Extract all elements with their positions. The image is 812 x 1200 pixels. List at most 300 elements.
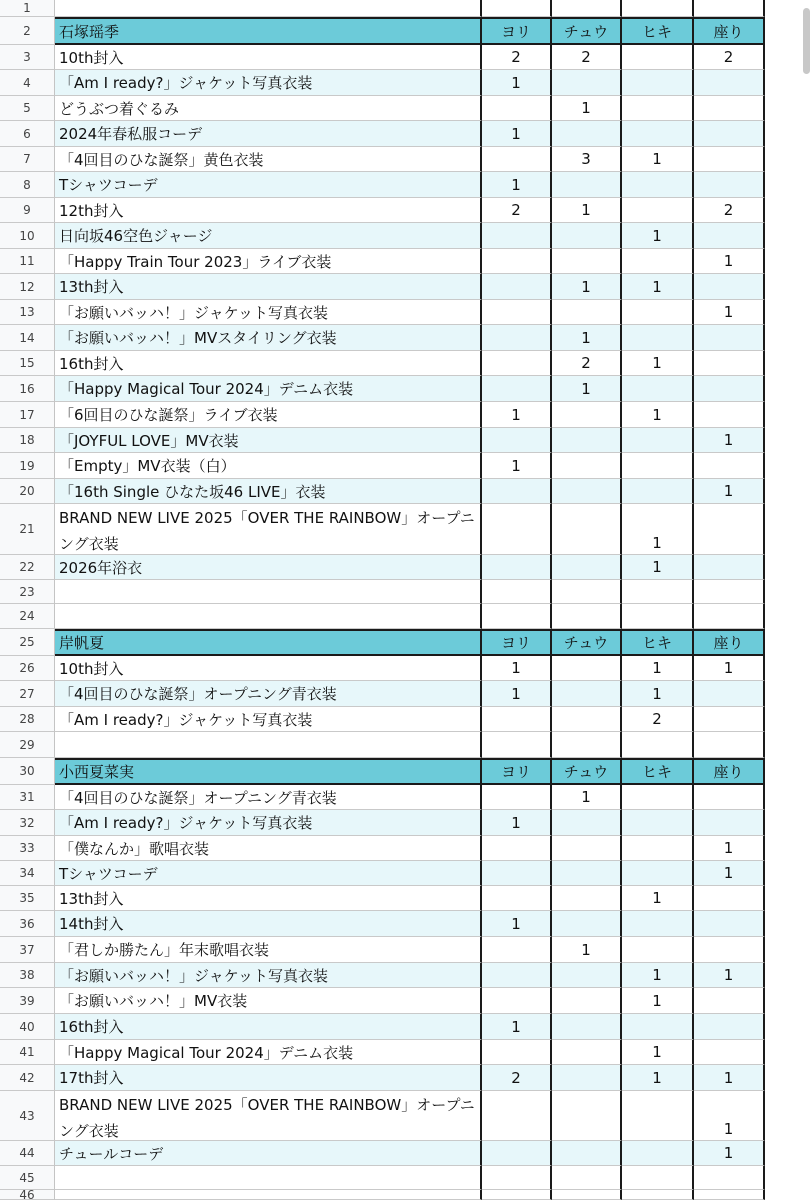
count-cell-e[interactable] (694, 325, 765, 351)
count-cell-c[interactable] (552, 223, 622, 249)
count-cell-e[interactable] (694, 402, 765, 428)
row-number[interactable]: 9 (0, 198, 55, 223)
row-number[interactable]: 19 (0, 453, 55, 479)
count-cell-d[interactable] (622, 785, 694, 810)
item-name-cell[interactable]: 2026年浴衣 (55, 555, 482, 580)
count-cell-b[interactable] (482, 1141, 552, 1166)
count-cell-c[interactable]: 1 (552, 198, 622, 223)
count-cell-b[interactable]: 2 (482, 198, 552, 223)
item-name-cell[interactable]: Tシャツコーデ (55, 172, 482, 198)
row-number[interactable]: 2 (0, 17, 55, 45)
count-cell-e[interactable] (694, 732, 765, 758)
count-cell-c[interactable] (552, 681, 622, 707)
count-cell-e[interactable] (694, 274, 765, 300)
item-name-cell[interactable] (55, 580, 482, 604)
count-cell-b[interactable]: 2 (482, 45, 552, 70)
count-cell-b[interactable] (482, 428, 552, 453)
count-cell-c[interactable]: 1 (552, 937, 622, 963)
row-number[interactable]: 12 (0, 274, 55, 300)
row-number[interactable]: 28 (0, 707, 55, 732)
count-cell-d[interactable] (622, 45, 694, 70)
count-cell-b[interactable] (482, 223, 552, 249)
count-cell-d[interactable] (622, 172, 694, 198)
count-cell-e[interactable] (694, 886, 765, 911)
item-name-cell[interactable]: 「Happy Train Tour 2023」ライブ衣装 (55, 249, 482, 274)
row-number[interactable]: 10 (0, 223, 55, 249)
count-cell-e[interactable] (694, 681, 765, 707)
count-cell-e[interactable]: 座り (694, 17, 765, 45)
count-cell-e[interactable]: 1 (694, 656, 765, 681)
count-cell-d[interactable]: ヒキ (622, 629, 694, 656)
count-cell-c[interactable] (552, 604, 622, 629)
count-cell-b[interactable] (482, 1040, 552, 1065)
count-cell-c[interactable] (552, 555, 622, 580)
count-cell-d[interactable]: 1 (622, 656, 694, 681)
count-cell-d[interactable] (622, 0, 694, 17)
count-cell-d[interactable] (622, 70, 694, 96)
count-cell-c[interactable]: 3 (552, 147, 622, 172)
count-cell-c[interactable] (552, 1141, 622, 1166)
count-cell-d[interactable]: 1 (622, 681, 694, 707)
item-name-cell[interactable]: BRAND NEW LIVE 2025「OVER THE RAINBOW」オープニング衣装 (55, 1091, 482, 1141)
count-cell-e[interactable]: 1 (694, 1141, 765, 1166)
row-number[interactable]: 3 (0, 45, 55, 70)
count-cell-b[interactable] (482, 96, 552, 121)
item-name-cell[interactable]: 10th封入 (55, 656, 482, 681)
item-name-cell[interactable]: 「4回目のひな誕祭」オープニング青衣装 (55, 785, 482, 810)
row-number[interactable]: 15 (0, 351, 55, 376)
count-cell-d[interactable]: 1 (622, 274, 694, 300)
count-cell-d[interactable]: 1 (622, 1065, 694, 1091)
count-cell-c[interactable] (552, 1166, 622, 1190)
count-cell-e[interactable] (694, 1040, 765, 1065)
row-number[interactable]: 39 (0, 988, 55, 1014)
count-cell-d[interactable]: ヒキ (622, 17, 694, 45)
count-cell-d[interactable] (622, 479, 694, 504)
count-cell-d[interactable] (622, 732, 694, 758)
table-row (0, 1040, 800, 1065)
count-cell-d[interactable]: 1 (622, 963, 694, 988)
item-name-cell[interactable] (55, 1166, 482, 1190)
count-cell-e[interactable] (694, 810, 765, 836)
count-cell-c[interactable] (552, 172, 622, 198)
count-cell-c[interactable]: 1 (552, 274, 622, 300)
count-cell-c[interactable]: 1 (552, 325, 622, 351)
count-cell-e[interactable] (694, 555, 765, 580)
count-cell-e[interactable] (694, 911, 765, 937)
row-number[interactable]: 1 (0, 0, 55, 17)
item-name-cell[interactable]: 16th封入 (55, 1014, 482, 1040)
count-cell-d[interactable]: 1 (622, 988, 694, 1014)
count-cell-e[interactable] (694, 147, 765, 172)
count-cell-c[interactable] (552, 836, 622, 861)
count-cell-c[interactable]: チュウ (552, 758, 622, 785)
count-cell-e[interactable] (694, 1166, 765, 1190)
count-cell-c[interactable] (552, 1091, 622, 1141)
count-cell-b[interactable] (482, 732, 552, 758)
count-cell-e[interactable] (694, 1190, 765, 1200)
row-number[interactable]: 37 (0, 937, 55, 963)
count-cell-b[interactable]: 2 (482, 1065, 552, 1091)
count-cell-c[interactable] (552, 580, 622, 604)
member-name-cell[interactable]: 岸帆夏 (55, 629, 482, 656)
count-cell-e[interactable]: 1 (694, 249, 765, 274)
count-cell-d[interactable] (622, 1166, 694, 1190)
row-number[interactable]: 22 (0, 555, 55, 580)
table-row (0, 1065, 800, 1091)
row-number[interactable]: 41 (0, 1040, 55, 1065)
row-number[interactable]: 27 (0, 681, 55, 707)
row-number[interactable]: 44 (0, 1141, 55, 1166)
count-cell-d[interactable] (622, 1190, 694, 1200)
item-name-cell[interactable]: 「お願いバッハ！」MV衣装 (55, 988, 482, 1014)
row-number[interactable]: 23 (0, 580, 55, 604)
count-cell-d[interactable] (622, 937, 694, 963)
row-number[interactable]: 6 (0, 121, 55, 147)
count-cell-b[interactable]: 1 (482, 656, 552, 681)
count-cell-c[interactable] (552, 300, 622, 325)
count-cell-b[interactable] (482, 785, 552, 810)
count-cell-c[interactable] (552, 988, 622, 1014)
count-cell-c[interactable] (552, 504, 622, 555)
count-cell-b[interactable]: 1 (482, 402, 552, 428)
row-number[interactable]: 7 (0, 147, 55, 172)
item-name-cell[interactable]: チュールコーデ (55, 1141, 482, 1166)
count-cell-c[interactable] (552, 1040, 622, 1065)
item-name-cell[interactable]: 「Am I ready?」ジャケット写真衣装 (55, 70, 482, 96)
count-cell-c[interactable] (552, 249, 622, 274)
count-cell-e[interactable]: 2 (694, 45, 765, 70)
count-cell-c[interactable] (552, 1190, 622, 1200)
count-cell-e[interactable] (694, 0, 765, 17)
row-number[interactable]: 32 (0, 810, 55, 836)
count-cell-e[interactable]: 1 (694, 300, 765, 325)
table-row (0, 1166, 800, 1190)
item-name-cell[interactable]: 「君しか勝たん」年末歌唱衣装 (55, 937, 482, 963)
table-row (0, 274, 800, 300)
count-cell-d[interactable] (622, 1091, 694, 1141)
count-cell-d[interactable]: 1 (622, 1040, 694, 1065)
count-cell-b[interactable] (482, 886, 552, 911)
item-name-cell[interactable] (55, 0, 482, 17)
row-number[interactable]: 43 (0, 1091, 55, 1141)
count-cell-b[interactable] (482, 1166, 552, 1190)
table-row (0, 402, 800, 428)
count-cell-b[interactable] (482, 861, 552, 886)
count-cell-e[interactable]: 1 (694, 861, 765, 886)
count-cell-b[interactable]: 1 (482, 121, 552, 147)
count-cell-d[interactable] (622, 428, 694, 453)
count-cell-b[interactable] (482, 0, 552, 17)
vertical-scrollbar-thumb[interactable] (803, 8, 810, 74)
count-cell-c[interactable] (552, 1014, 622, 1040)
item-name-cell[interactable]: 10th封入 (55, 45, 482, 70)
count-cell-c[interactable] (552, 732, 622, 758)
table-row (0, 604, 800, 629)
row-number[interactable]: 13 (0, 300, 55, 325)
count-cell-e[interactable] (694, 376, 765, 402)
table-row (0, 1141, 800, 1166)
count-cell-d[interactable]: 1 (622, 351, 694, 376)
count-cell-e[interactable]: 座り (694, 758, 765, 785)
table-row (0, 681, 800, 707)
count-cell-c[interactable] (552, 0, 622, 17)
count-cell-e[interactable] (694, 223, 765, 249)
row-number[interactable]: 14 (0, 325, 55, 351)
count-cell-d[interactable]: 1 (622, 402, 694, 428)
table-row (0, 96, 800, 121)
table-row (0, 121, 800, 147)
item-name-cell[interactable] (55, 604, 482, 629)
item-name-cell[interactable]: 「4回目のひな誕祭」黄色衣装 (55, 147, 482, 172)
item-name-cell[interactable] (55, 1190, 482, 1200)
count-cell-b[interactable]: 1 (482, 681, 552, 707)
row-number[interactable]: 36 (0, 911, 55, 937)
table-row (0, 147, 800, 172)
count-cell-b[interactable] (482, 376, 552, 402)
count-cell-e[interactable] (694, 785, 765, 810)
count-cell-d[interactable] (622, 376, 694, 402)
count-cell-e[interactable] (694, 351, 765, 376)
count-cell-e[interactable]: 2 (694, 198, 765, 223)
count-cell-d[interactable]: 1 (622, 147, 694, 172)
row-number[interactable]: 35 (0, 886, 55, 911)
count-cell-d[interactable] (622, 198, 694, 223)
count-cell-e[interactable]: 1 (694, 428, 765, 453)
count-cell-e[interactable] (694, 1014, 765, 1040)
count-cell-b[interactable] (482, 580, 552, 604)
count-cell-d[interactable] (622, 861, 694, 886)
row-number[interactable]: 29 (0, 732, 55, 758)
count-cell-d[interactable] (622, 604, 694, 629)
row-number[interactable]: 38 (0, 963, 55, 988)
count-cell-c[interactable] (552, 70, 622, 96)
member-name-cell[interactable]: 石塚瑶季 (55, 17, 482, 45)
count-cell-b[interactable] (482, 555, 552, 580)
count-cell-d[interactable] (622, 300, 694, 325)
member-name-cell[interactable]: 小西夏菜実 (55, 758, 482, 785)
row-number[interactable]: 31 (0, 785, 55, 810)
count-cell-b[interactable]: 1 (482, 453, 552, 479)
count-cell-c[interactable]: 1 (552, 376, 622, 402)
count-cell-e[interactable] (694, 70, 765, 96)
row-number[interactable]: 25 (0, 629, 55, 656)
row-number[interactable]: 45 (0, 1166, 55, 1190)
count-cell-c[interactable] (552, 1065, 622, 1091)
count-cell-c[interactable]: 2 (552, 351, 622, 376)
count-cell-d[interactable]: ヒキ (622, 758, 694, 785)
table-row (0, 172, 800, 198)
count-cell-b[interactable]: ヨリ (482, 758, 552, 785)
table-row (0, 376, 800, 402)
row-number[interactable]: 4 (0, 70, 55, 96)
count-cell-e[interactable]: 座り (694, 629, 765, 656)
count-cell-e[interactable] (694, 96, 765, 121)
item-name-cell[interactable]: 「Happy Magical Tour 2024」デニム衣装 (55, 376, 482, 402)
count-cell-b[interactable] (482, 937, 552, 963)
count-cell-b[interactable] (482, 325, 552, 351)
count-cell-e[interactable]: 1 (694, 1065, 765, 1091)
count-cell-c[interactable]: 2 (552, 45, 622, 70)
count-cell-d[interactable] (622, 121, 694, 147)
item-name-cell[interactable]: 2024年春私服コーデ (55, 121, 482, 147)
count-cell-e[interactable] (694, 172, 765, 198)
item-name-cell[interactable]: 17th封入 (55, 1065, 482, 1091)
count-cell-d[interactable] (622, 911, 694, 937)
count-cell-e[interactable] (694, 707, 765, 732)
count-cell-b[interactable] (482, 963, 552, 988)
scrollbar-track[interactable] (800, 0, 812, 1200)
count-cell-b[interactable] (482, 351, 552, 376)
item-name-cell[interactable]: 「Empty」MV衣装（白） (55, 453, 482, 479)
item-name-cell[interactable]: 「Happy Magical Tour 2024」デニム衣装 (55, 1040, 482, 1065)
count-cell-b[interactable] (482, 1091, 552, 1141)
item-name-cell[interactable]: 13th封入 (55, 886, 482, 911)
item-name-cell[interactable]: 12th封入 (55, 198, 482, 223)
count-cell-d[interactable] (622, 1014, 694, 1040)
count-cell-b[interactable] (482, 836, 552, 861)
count-cell-d[interactable]: 2 (622, 707, 694, 732)
row-number[interactable]: 11 (0, 249, 55, 274)
count-cell-c[interactable] (552, 911, 622, 937)
row-number[interactable]: 21 (0, 504, 55, 555)
row-number[interactable]: 42 (0, 1065, 55, 1091)
count-cell-b[interactable] (482, 1190, 552, 1200)
count-cell-b[interactable] (482, 479, 552, 504)
count-cell-c[interactable] (552, 656, 622, 681)
count-cell-c[interactable] (552, 707, 622, 732)
item-name-cell[interactable]: 「6回目のひな誕祭」ライブ衣装 (55, 402, 482, 428)
count-cell-c[interactable] (552, 121, 622, 147)
count-cell-c[interactable]: チュウ (552, 17, 622, 45)
item-name-cell[interactable]: 16th封入 (55, 351, 482, 376)
count-cell-c[interactable] (552, 479, 622, 504)
count-cell-c[interactable]: 1 (552, 785, 622, 810)
count-cell-e[interactable] (694, 937, 765, 963)
count-cell-b[interactable] (482, 707, 552, 732)
table-row (0, 555, 800, 580)
table-row (0, 428, 800, 453)
row-number[interactable]: 18 (0, 428, 55, 453)
item-name-cell[interactable] (55, 732, 482, 758)
count-cell-d[interactable]: 1 (622, 223, 694, 249)
count-cell-e[interactable] (694, 504, 765, 555)
count-cell-d[interactable] (622, 453, 694, 479)
count-cell-b[interactable]: 1 (482, 911, 552, 937)
count-cell-c[interactable]: チュウ (552, 629, 622, 656)
count-cell-b[interactable]: ヨリ (482, 17, 552, 45)
count-cell-c[interactable] (552, 886, 622, 911)
count-cell-e[interactable] (694, 988, 765, 1014)
count-cell-b[interactable]: 1 (482, 172, 552, 198)
row-number[interactable]: 34 (0, 861, 55, 886)
count-cell-c[interactable] (552, 428, 622, 453)
table-row (0, 479, 800, 504)
item-name-cell[interactable]: 「僕なんか」歌唱衣装 (55, 836, 482, 861)
item-name-cell[interactable]: 「お願いバッハ！」ジャケット写真衣装 (55, 963, 482, 988)
count-cell-c[interactable] (552, 810, 622, 836)
count-cell-e[interactable] (694, 580, 765, 604)
table-row (0, 861, 800, 886)
count-cell-d[interactable]: 1 (622, 555, 694, 580)
table-row (0, 249, 800, 274)
item-name-cell[interactable]: 「お願いバッハ！」MVスタイリング衣装 (55, 325, 482, 351)
count-cell-b[interactable] (482, 274, 552, 300)
count-cell-d[interactable]: 1 (622, 886, 694, 911)
count-cell-b[interactable] (482, 604, 552, 629)
count-cell-b[interactable] (482, 988, 552, 1014)
row-number[interactable]: 46 (0, 1190, 55, 1200)
table-row (0, 732, 800, 758)
count-cell-e[interactable] (694, 453, 765, 479)
count-cell-e[interactable]: 1 (694, 479, 765, 504)
count-cell-d[interactable] (622, 836, 694, 861)
count-cell-d[interactable] (622, 249, 694, 274)
item-name-cell[interactable]: 13th封入 (55, 274, 482, 300)
row-number[interactable]: 5 (0, 96, 55, 121)
item-name-cell[interactable]: Tシャツコーデ (55, 861, 482, 886)
count-cell-d[interactable] (622, 1141, 694, 1166)
item-name-cell[interactable]: 「お願いバッハ！」ジャケット写真衣装 (55, 300, 482, 325)
count-cell-e[interactable] (694, 604, 765, 629)
count-cell-c[interactable]: 1 (552, 96, 622, 121)
count-cell-e[interactable] (694, 121, 765, 147)
count-cell-b[interactable]: 1 (482, 1014, 552, 1040)
count-cell-c[interactable] (552, 402, 622, 428)
count-cell-b[interactable]: ヨリ (482, 629, 552, 656)
item-name-cell[interactable]: 14th封入 (55, 911, 482, 937)
item-name-cell[interactable]: BRAND NEW LIVE 2025「OVER THE RAINBOW」オープニング衣装 (55, 504, 482, 555)
count-cell-b[interactable]: 1 (482, 70, 552, 96)
count-cell-e[interactable]: 1 (694, 836, 765, 861)
count-cell-b[interactable] (482, 249, 552, 274)
table-row (0, 911, 800, 937)
item-name-cell[interactable]: 「JOYFUL LOVE」MV衣装 (55, 428, 482, 453)
item-name-cell[interactable]: 「16th Single ひなた坂46 LIVE」衣装 (55, 479, 482, 504)
table-row (0, 198, 800, 223)
item-name-cell[interactable]: 「Am I ready?」ジャケット写真衣装 (55, 810, 482, 836)
row-number[interactable]: 26 (0, 656, 55, 681)
row-number[interactable]: 17 (0, 402, 55, 428)
count-cell-d[interactable] (622, 810, 694, 836)
count-cell-c[interactable] (552, 453, 622, 479)
item-name-cell[interactable]: 「Am I ready?」ジャケット写真衣装 (55, 707, 482, 732)
row-number[interactable]: 20 (0, 479, 55, 504)
count-cell-c[interactable] (552, 861, 622, 886)
count-cell-d[interactable]: 1 (622, 504, 694, 555)
row-number[interactable]: 24 (0, 604, 55, 629)
table-row (0, 810, 800, 836)
item-name-cell[interactable]: 日向坂46空色ジャージ (55, 223, 482, 249)
item-name-cell[interactable]: 「4回目のひな誕祭」オープニング青衣装 (55, 681, 482, 707)
row-number[interactable]: 40 (0, 1014, 55, 1040)
count-cell-b[interactable] (482, 147, 552, 172)
count-cell-b[interactable] (482, 504, 552, 555)
count-cell-d[interactable] (622, 580, 694, 604)
row-number[interactable]: 30 (0, 758, 55, 785)
count-cell-d[interactable] (622, 325, 694, 351)
row-number[interactable]: 8 (0, 172, 55, 198)
count-cell-b[interactable]: 1 (482, 810, 552, 836)
row-number[interactable]: 33 (0, 836, 55, 861)
count-cell-e[interactable]: 1 (694, 963, 765, 988)
row-number[interactable]: 16 (0, 376, 55, 402)
count-cell-c[interactable] (552, 963, 622, 988)
count-cell-e[interactable]: 1 (694, 1091, 765, 1141)
count-cell-b[interactable] (482, 300, 552, 325)
item-name-cell[interactable]: どうぶつ着ぐるみ (55, 96, 482, 121)
count-cell-d[interactable] (622, 96, 694, 121)
